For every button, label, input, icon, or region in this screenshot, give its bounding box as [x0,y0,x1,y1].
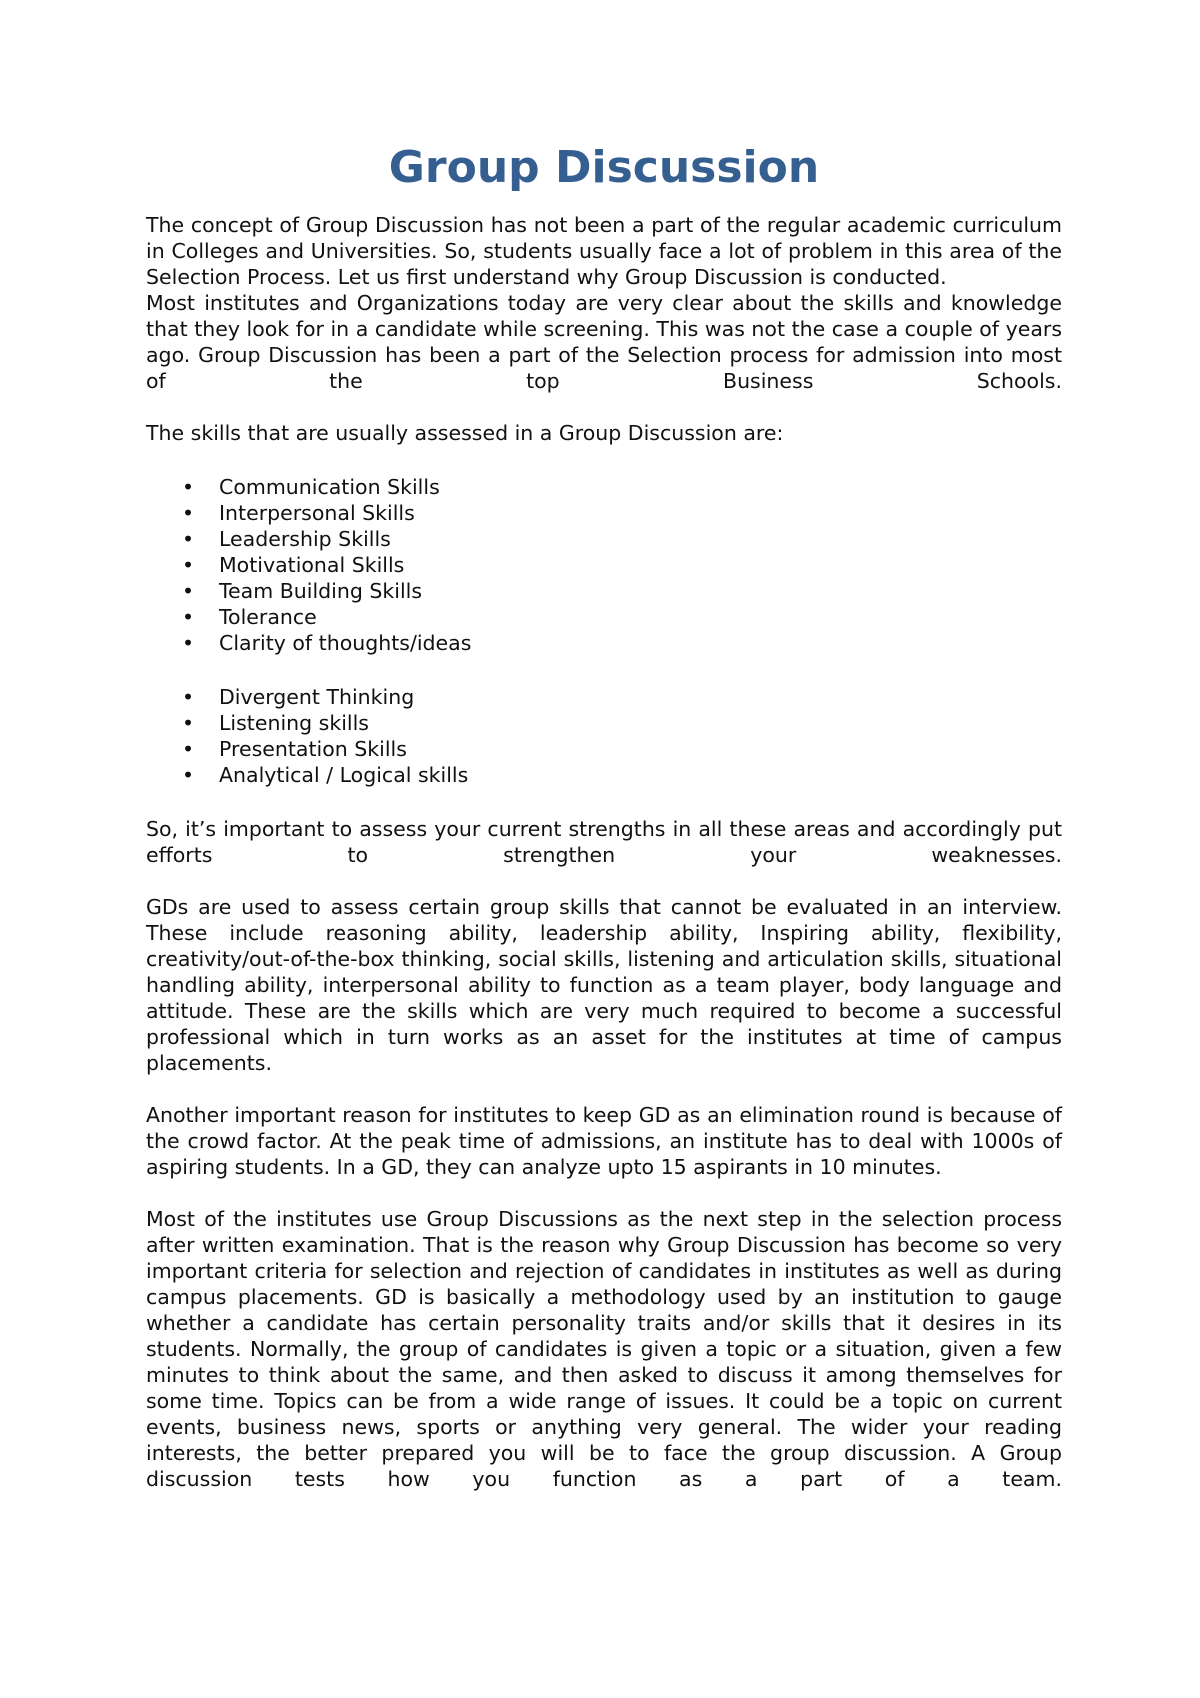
document-page [146,140,1062,1492]
list-item: • Leadership Skills [182,527,391,551]
gds-paragraph: GDs are used to assess certain group skills that cannot be evaluated in an interview. These include reasoning ability, leadership ability, Inspiring ability, flexibility, creativity/out-of-the-box thinking, social skills, listening and articulation skills, situational handling ability, interpersonal ability to function as a team player, body language and attitude. These are the skills which are very much required to become a successful professional which in turn works as an asset for the institutes at time of campus placements. [146,895,1062,1075]
bullet-icon: • [182,579,195,603]
spacer [146,788,1062,816]
skills-list-2 [146,684,1062,788]
another-reason-paragraph: Another important reason for institutes to keep GD as an elimination round is because of the crowd factor. At the peak time of admissions, an institute has to deal with 1000s of aspiring students. In a GD, they can analyze upto 15 aspirants in 10 minutes. [146,1103,1062,1179]
bullet-icon: • [182,501,195,525]
bullet-icon: • [182,685,195,709]
list-item: • Interpersonal Skills [182,501,415,525]
list-item: • Listening skills [182,711,369,735]
spacer [146,394,1062,420]
bullet-icon: • [182,631,195,655]
bullet-icon: • [182,605,195,629]
assess-paragraph: So, it’s important to assess your current strengths in all these areas and accordingly put efforts to strengthen your weaknesses. [146,817,1062,867]
spacer [146,446,1062,474]
bullet-icon: • [182,737,195,761]
intro-paragraph-2: Most institutes and Organizations today are very clear about the skills and knowledge that they look for in a candidate while screening. This was not the case a couple of years ago. Group Discussion has been a part of the Selection process for admission into most of the top Business Schools. [146,291,1062,393]
selection-process-paragraph: Most of the institutes use Group Discussions as the next step in the selection process after written examination. That is the reason why Group Discussion has become so very important criteria for selection and rejection of candidates in institutes as well as during campus placements. GD is basically a methodology used by an institution to gauge whether a candidate has certain personality traits and/or skills that it desires in its students. Normally, the group of candidates is given a topic or a situation, given a few minutes to think about the same, and then asked to discuss it among themselves for some time. Topics can be from a wide range of issues. It could be a topic on current events, business news, sports or anything very general. The wider your reading interests, the better prepared you will be to face the group discussion. A Group discussion tests how you function as a part of a team. [146,1207,1062,1491]
list-item: • Tolerance [182,605,317,629]
skills-list-1 [146,474,1062,656]
bullet-icon: • [182,527,195,551]
bullet-icon: • [182,553,195,577]
bullet-icon: • [182,475,195,499]
list-item: • Analytical / Logical skills [182,763,469,787]
spacer [146,1076,1062,1102]
spacer [146,1180,1062,1206]
list-item: • Presentation Skills [182,737,407,761]
list-item: • Team Building Skills [182,579,423,603]
bullet-icon: • [182,711,195,735]
list-item: • Communication Skills [182,475,440,499]
spacer [146,868,1062,894]
skills-intro-paragraph: The skills that are usually assessed in a Group Discussion are: [146,421,784,445]
intro-paragraph-1: The concept of Group Discussion has not been a part of the regular academic curriculum in Colleges and Universities. So, students usually face a lot of problem in this area of the Selection Process. Let us first understand why Group Discussion is conducted. [146,213,1062,289]
list-item: • Divergent Thinking [182,685,415,709]
list-item: • Motivational Skills [182,553,405,577]
bullet-icon: • [182,763,195,787]
page-title: Group Discussion [388,142,820,193]
spacer [146,656,1062,684]
list-item: • Clarity of thoughts/ideas [182,631,472,655]
